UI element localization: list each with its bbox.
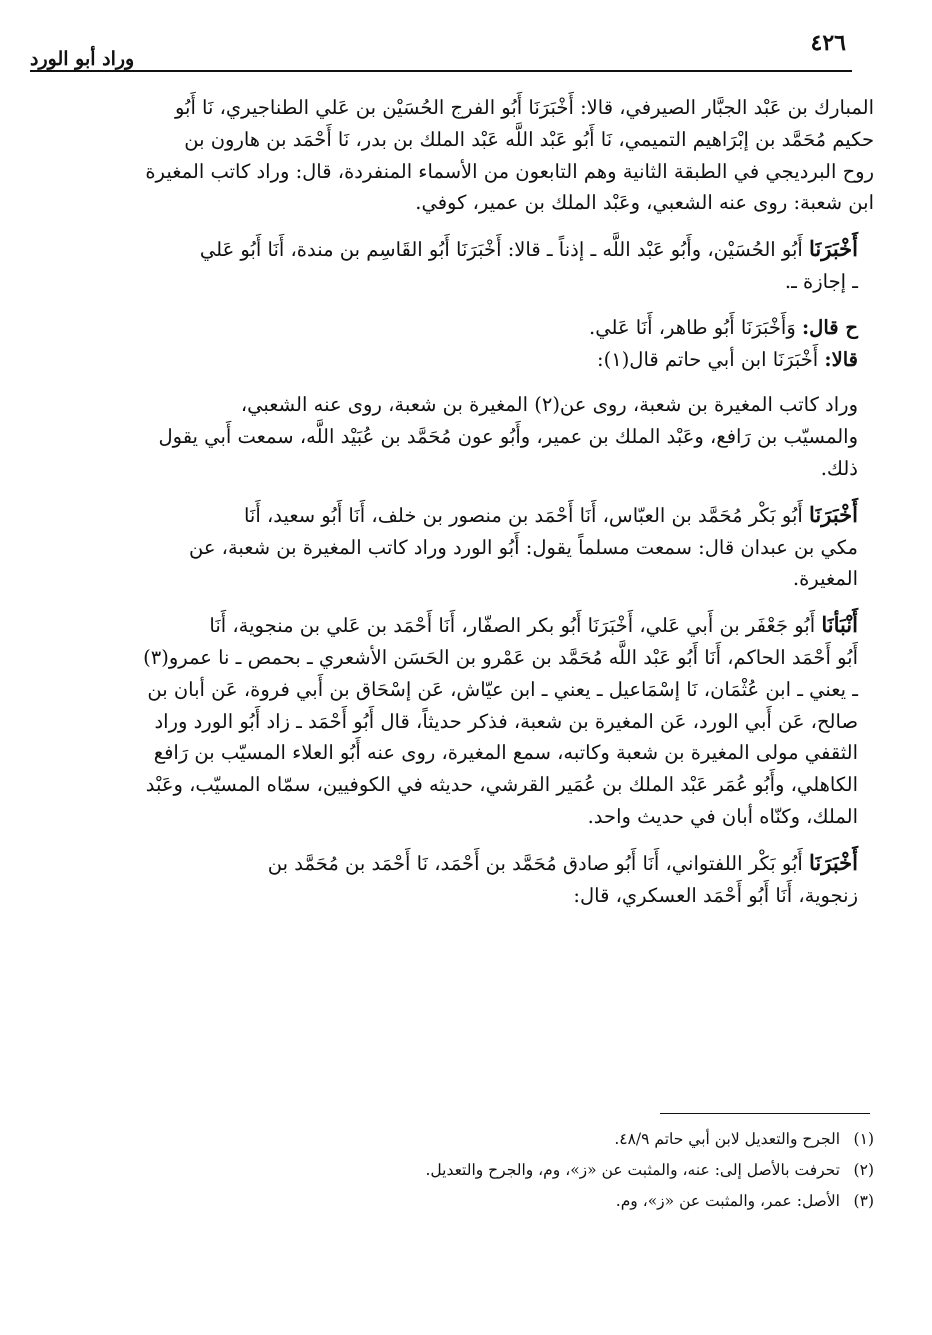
- isnad-keyword: قالا:: [824, 347, 858, 371]
- footnote-number: (٢): [853, 1161, 874, 1179]
- text-line-rest: أَبُو الحُسَيْن، وأَبُو عَبْد اللَّه ـ إذناً ـ قالا: أَخْبَرَنَا أَبُو القَاسِم بن مندة، أَنَا أَبُو عَلي: [199, 238, 810, 262]
- paragraph-2: [60, 233, 874, 298]
- text-line: المبارك بن عَبْد الجبَّار الصيرفي، قالا: أَخْبَرَنَا أَبُو الفرج الحُسَيْن بن عَلي الطناجيري، نَا أَبُو: [174, 96, 874, 119]
- footnotes: [60, 1124, 874, 1217]
- footnote: [60, 1124, 874, 1155]
- page-number: ٤٢٦: [810, 30, 846, 56]
- paragraph-5: [60, 389, 874, 484]
- footnote-number: (٣): [853, 1192, 874, 1210]
- text-line: الثقفي مولى المغيرة بن شعبة وكاتبه، سمع المغيرة، روى عنه أَبُو العلاء المسيّب بن رَافع: [153, 741, 858, 765]
- isnad-keyword: ح قال:: [801, 315, 858, 339]
- text-line: زنجوية، أَنَا أَبُو أَحْمَد العسكري، قال:: [573, 883, 858, 907]
- text-line: الكاهلي، وأَبُو عُمَر عَبْد الملك بن عُمَير القرشي، حديثه في الكوفيين، سمّاه المسيّب، وعَبْد: [145, 773, 858, 797]
- paragraph-6: [60, 499, 874, 595]
- text-line: ذلك.: [820, 456, 858, 480]
- footnote-text: الأصل: عمر، والمثبت عن «ز»، وم.: [615, 1192, 840, 1210]
- text-line-rest: وَأَخْبَرَنَا أَبُو طاهر، أَنَا عَلي.: [589, 315, 802, 339]
- footnote-text: تحرفت بالأصل إلى: عنه، والمثبت عن «ز»، وم، والجرح والتعديل.: [425, 1161, 840, 1179]
- isnad-keyword: أَخْبَرَنَا: [809, 236, 858, 262]
- running-title: وراد أبو الورد: [30, 48, 135, 70]
- paragraph-8: [60, 847, 874, 912]
- text-line: وراد كاتب المغيرة بن شعبة، روى عن(٢) المغيرة بن شعبة، روى عنه الشعبي،: [240, 393, 858, 417]
- text-line: [60, 499, 874, 532]
- text-line: صالح، عَن أَبي الورد، عَن المغيرة بن شعبة، فذكر حديثاً، قال أَبُو أَحْمَد ـ زاد أَبُو الورد وراد: [154, 709, 858, 733]
- isnad-keyword: أَخْبَرَنَا: [809, 849, 858, 875]
- page-header: [30, 30, 850, 70]
- isnad-keyword: أَخْبَرَنَا: [809, 501, 858, 527]
- text-line: حكيم مُحَمَّد بن إبْرَاهيم التميمي، نَا أَبُو عَبْد اللَّه عَبْد الملك بن بدر، نَا أَحْمَد بن هارون بن: [184, 127, 874, 151]
- footnote: [60, 1186, 874, 1217]
- footnote-text: الجرح والتعديل لابن أبي حاتم ٤٨/٩.: [614, 1130, 840, 1148]
- text-line: [60, 233, 874, 266]
- text-line: روح البرديجي في الطبقة الثانية وهم التابعون من الأسماء المنفردة، قال: وراد كاتب المغيرة: [145, 159, 874, 183]
- text-line: [60, 847, 874, 880]
- text-line-rest: أَخْبَرَنَا ابن أبي حاتم قال(١):: [597, 347, 825, 371]
- main-text: [60, 92, 874, 925]
- header-rule: [30, 70, 852, 72]
- footnote-rule: [660, 1113, 870, 1114]
- footnote-number: (١): [853, 1130, 874, 1148]
- text-line-rest: أَبُو جَعْفَر بن أَبي عَلي، أَخْبَرَنَا أَبُو بكر الصفّار، أَنَا أَحْمَد بن عَلي بن منجوية، أَنَا: [209, 614, 822, 638]
- text-line: المغيرة.: [792, 567, 858, 591]
- text-line: مكي بن عبدان قال: سمعت مسلماً يقول: أَبُو الورد وراد كاتب المغيرة بن شعبة، عن: [188, 535, 858, 559]
- paragraph-7: [60, 609, 874, 833]
- text-line: [60, 609, 874, 642]
- text-line: [60, 344, 874, 376]
- text-line: ابن شعبة: روى عنه الشعبي، وعَبْد الملك بن عمير، كوفي.: [415, 191, 874, 215]
- paragraph-1: [60, 92, 874, 219]
- text-line: أَبُو أَحْمَد الحاكم، أَنَا أَبُو عَبْد اللَّه مُحَمَّد بن عَمْرو بن الحَسَن الأشعري ـ بحمص ـ نا عمرو(٣): [143, 645, 858, 669]
- paragraph-3: [60, 312, 874, 344]
- text-line: [60, 312, 874, 344]
- text-line-rest: أَبُو بَكْر مُحَمَّد بن العبّاس، أَنَا أَحْمَد بن منصور بن خلف، أَنَا أَبُو سعيد، أَنَا: [243, 503, 810, 527]
- footnote: [60, 1155, 874, 1186]
- text-line-rest: أَبُو بَكْر اللفتواني، أَنَا أَبُو صادق مُحَمَّد بن أَحْمَد، نَا أَحْمَد بن مُحَمَّد بن: [267, 851, 810, 875]
- text-line: ـ إجازة ـ.: [784, 269, 858, 293]
- text-line: ـ يعني ـ ابن عُثْمَان، نَا إسْمَاعيل ـ يعني ـ ابن عيّاش، عَن إسْحَاق بن أَبي فروة، عَن أبان بن: [147, 677, 858, 701]
- isnad-keyword: أَنْبَأنَا: [821, 612, 858, 638]
- text-line: الملك، وكنّاه أبان في حديث واحد.: [587, 804, 858, 828]
- text-line: والمسيّب بن رَافع، وعَبْد الملك بن عمير، وأَبُو عون مُحَمَّد بن عُبَيْد اللَّه، سمعت أَبي يقول: [158, 425, 858, 449]
- paragraph-4: [60, 344, 874, 376]
